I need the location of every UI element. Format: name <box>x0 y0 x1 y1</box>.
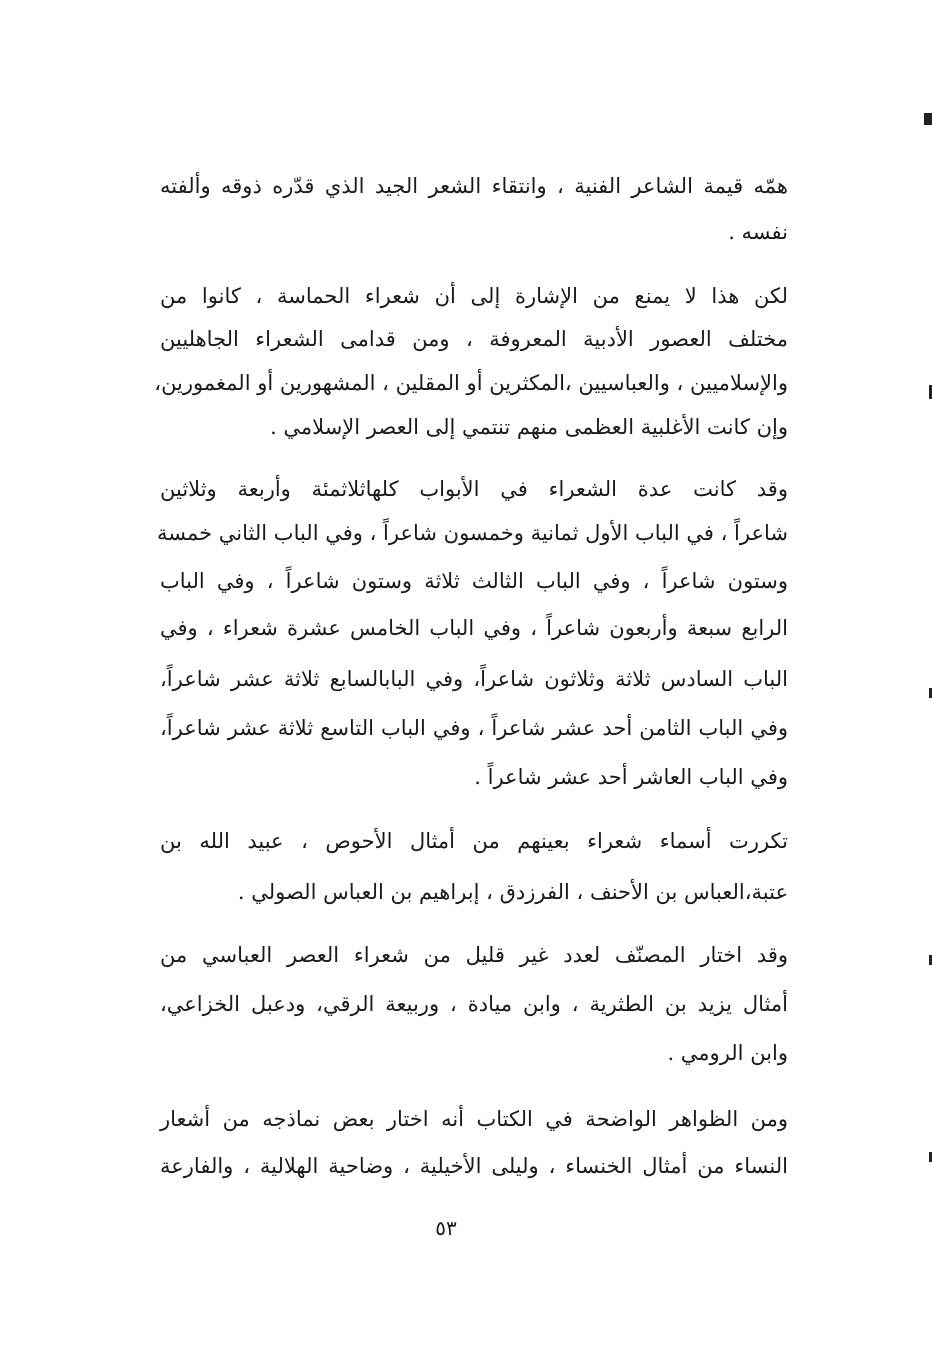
text-line: أمثال يزيد بن الطثرية ، وابن ميادة ، وربيعة الرقي، ودعبل الخزاعي، <box>160 992 788 1016</box>
text-line: ومن الظواهر الواضحة في الكتاب أنه اختار بعض نماذجه من أشعار <box>160 1107 788 1131</box>
page-number: ٥٣ <box>435 1216 457 1240</box>
scan-edge-mark <box>924 113 932 125</box>
text-line: مختلف العصور الأدبية المعروفة ، ومن قدامى الشعراء الجاهليين <box>160 327 788 351</box>
text-line: وإن كانت الأغلبية العظمى منهم تنتمي إلى العصر الإسلامي . <box>270 415 788 439</box>
text-line: وفي الباب الثامن أحد عشر شاعراً ، وفي الباب التاسع ثلاثة عشر شاعراً، <box>160 716 788 740</box>
text-line: وستون شاعراً ، وفي الباب الثالث ثلاثة وستون شاعراً ، وفي الباب <box>160 569 788 593</box>
text-line: النساء من أمثال الخنساء ، وليلى الأخيلية ، وضاحية الهلالية ، والفارعة <box>160 1154 788 1178</box>
text-line: همّه قيمة الشاعر الفنية ، وانتقاء الشعر الجيد الذي قدّره ذوقه وألفته <box>160 174 788 198</box>
text-line: الباب السادس ثلاثة وثلاثون شاعراً، وفي البابالسابع ثلاثة عشر شاعراً، <box>160 667 788 691</box>
text-line: وقد اختار المصنّف لعدد غير قليل من شعراء العصر العباسي من <box>160 943 788 967</box>
text-line: الرابع سبعة وأربعون شاعراً ، وفي الباب الخامس عشرة شعراء ، وفي <box>160 616 788 640</box>
text-line: وفي الباب العاشر أحد عشر شاعراً . <box>474 765 788 789</box>
text-line: عتبة،العباس بن الأحنف ، الفرزدق ، إبراهيم بن العباس الصولي . <box>237 880 788 904</box>
text-line: نفسه . <box>728 220 788 244</box>
text-line: شاعراً ، في الباب الأول ثمانية وخمسون شاعراً ، وفي الباب الثاني خمسة <box>157 521 788 545</box>
text-line: تكررت أسماء شعراء بعينهم من أمثال الأحوص ، عبيد الله بن <box>160 829 788 853</box>
text-line: والإسلاميين ، والعباسيين ،المكثرين أو المقلين ، المشهورين أو المغمورين، <box>154 371 788 395</box>
text-line: وقد كانت عدة الشعراء في الأبواب كلهاثلاثمئة وأربعة وثلاثين <box>160 477 788 501</box>
text-line: وابن الرومي . <box>667 1041 788 1065</box>
text-line: لكن هذا لا يمنع من الإشارة إلى أن شعراء الحماسة ، كانوا من <box>160 284 788 308</box>
